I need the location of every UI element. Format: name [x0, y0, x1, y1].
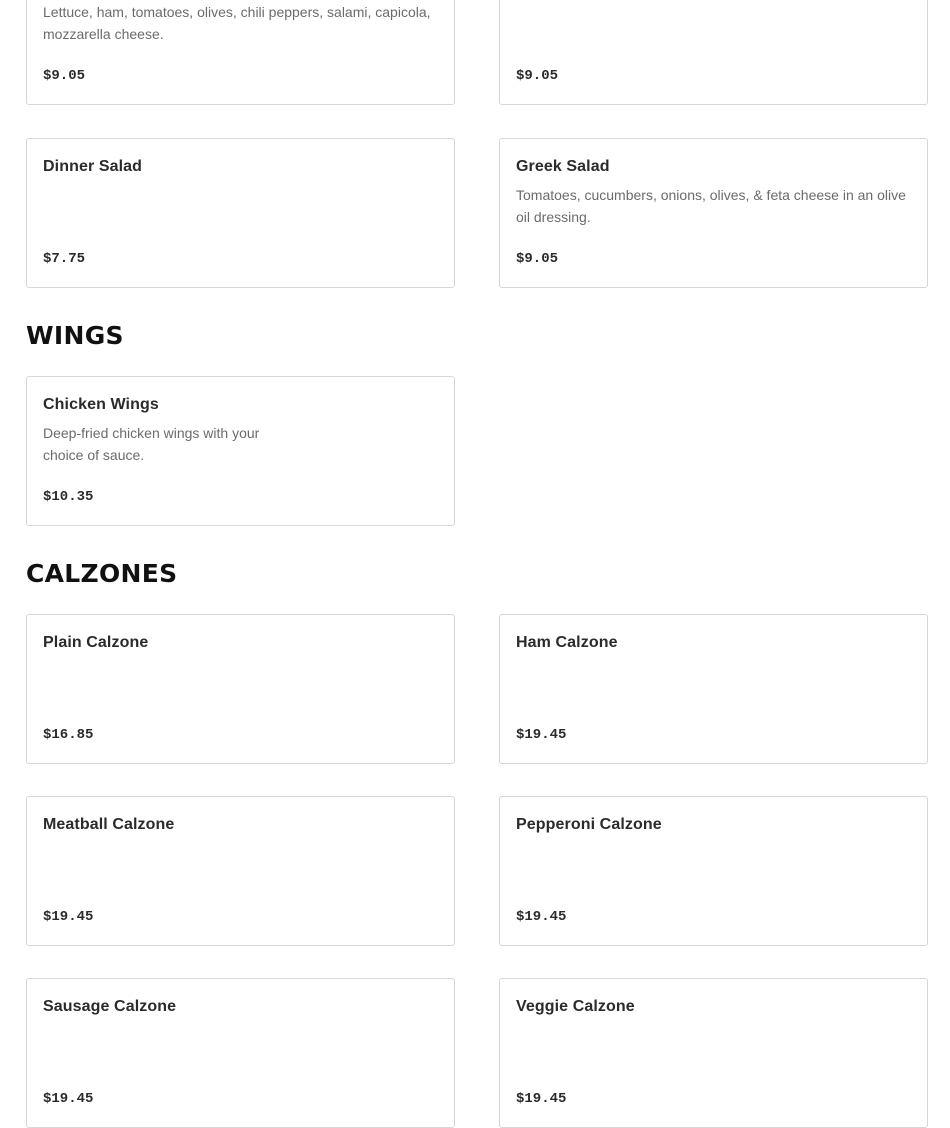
menu-item-card[interactable]: [26, 614, 455, 764]
menu-item-card[interactable]: [26, 138, 455, 288]
item-name: Dinner Salad: [43, 158, 143, 175]
section-title-wings: WINGS: [26, 321, 124, 350]
item-price: $19.45: [516, 727, 567, 743]
menu-item-card[interactable]: [26, 0, 455, 105]
menu-item-card[interactable]: [499, 796, 928, 946]
menu-item-card[interactable]: [26, 796, 455, 946]
menu-item-card[interactable]: [26, 376, 455, 526]
item-description: Tomatoes, cucumbers, onions, olives, & feta cheese in an olive oil dressing.: [516, 187, 906, 225]
item-price: $9.05: [516, 251, 559, 267]
item-price: $19.45: [516, 1091, 567, 1107]
menu-item-card[interactable]: [499, 138, 928, 288]
item-price: $19.45: [43, 1091, 94, 1107]
menu-item-card[interactable]: [499, 614, 928, 764]
item-name: Meatball Calzone: [43, 816, 175, 833]
item-price: $7.75: [43, 251, 86, 267]
item-name: Plain Calzone: [43, 634, 149, 651]
item-name: Chicken Wings: [43, 396, 159, 413]
item-name: Pepperoni Calzone: [516, 816, 662, 833]
menu-item-card[interactable]: [499, 978, 928, 1128]
menu-item-card[interactable]: [26, 978, 455, 1128]
item-price: $9.05: [43, 68, 86, 84]
item-price: $10.35: [43, 489, 94, 505]
item-name: Sausage Calzone: [43, 998, 177, 1015]
menu-item-card[interactable]: [499, 0, 928, 105]
item-description: Lettuce, ham, tomatoes, olives, chili peppers, salami, capicola, mozzarella cheese.: [43, 4, 431, 42]
item-description: Deep-fried chicken wings with your choice of sauce.: [43, 425, 260, 463]
item-price: $9.05: [516, 68, 559, 84]
item-name: Greek Salad: [516, 158, 610, 175]
section-title-calzones: CALZONES: [26, 559, 178, 588]
item-price: $16.85: [43, 727, 94, 743]
item-price: $19.45: [43, 909, 94, 925]
item-name: Veggie Calzone: [516, 998, 635, 1015]
item-price: $19.45: [516, 909, 567, 925]
item-name: Ham Calzone: [516, 634, 618, 651]
